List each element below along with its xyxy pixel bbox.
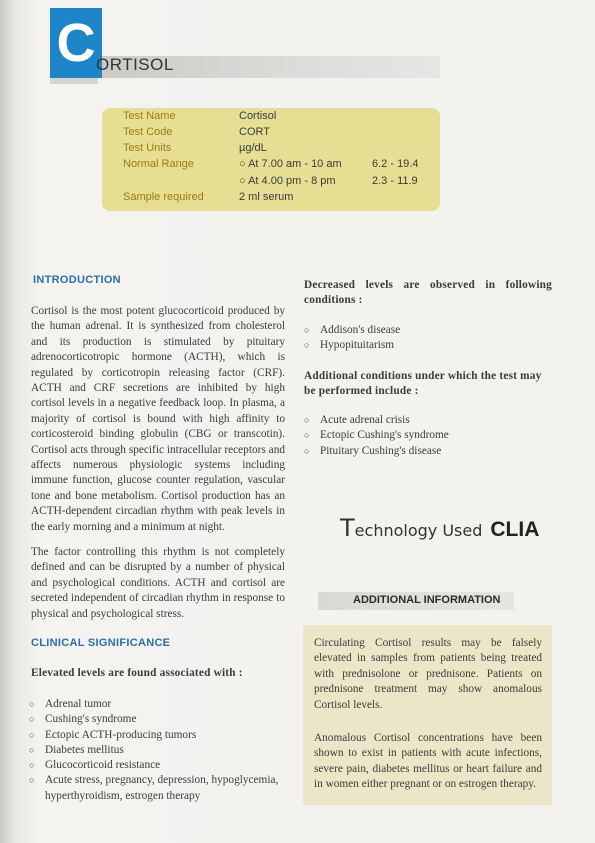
bullet-circle-icon: ○ xyxy=(304,415,310,425)
additional-info-paragraph-2: Anomalous Cortisol concentrations have been shown to exist in patients with acute infections, severe pain, diabetes mellitus or heart failure and in women either pregnant or on estrogen therapy. xyxy=(314,732,542,791)
list-item: ○ Ectopic ACTH-producing tumors xyxy=(29,728,291,743)
bullet-circle-icon: ○ xyxy=(29,744,35,755)
bullet-circle-icon: ○ xyxy=(304,340,310,351)
list-item: ○ Glucocorticoid resistance xyxy=(29,758,291,773)
list-item: ○ Ectopic Cushing's syndrome xyxy=(304,428,552,443)
elevated-levels-list xyxy=(29,697,291,804)
info-label: Normal Range xyxy=(123,158,194,170)
introduction-paragraph-2: The factor controlling this rhythm is not completely defined and can be disrupted by a number of physical and psychological conditions. ACTH and cortisol are secreted independent of circadian rhythm in response to physical and psychological stress. xyxy=(31,546,285,620)
chapter-letter-box xyxy=(50,8,102,78)
decreased-levels-list xyxy=(304,323,552,354)
decreased-levels-heading: Decreased levels are observed in following conditions : xyxy=(304,279,552,306)
list-item: ○ Acute stress, pregnancy, depression, hypoglycemia, hyperthyroidism, estrogen therapy xyxy=(29,774,279,802)
list-item: ○ Adrenal tumor xyxy=(29,697,291,712)
info-range: 6.2 - 19.4 xyxy=(372,158,419,170)
technology-value: CLIA xyxy=(490,518,540,541)
technology-label: Technology Used xyxy=(340,514,483,542)
additional-info-heading: ADDITIONAL INFORMATION xyxy=(353,594,501,606)
info-label: Test Name xyxy=(123,110,176,122)
bullet-circle-icon: ○ xyxy=(304,325,310,335)
header-shadow xyxy=(50,78,98,84)
chapter-letter: C xyxy=(56,13,96,73)
bullet-circle-icon: ○ xyxy=(304,430,310,441)
test-info-box xyxy=(102,108,440,211)
info-row-normal-range-evening xyxy=(102,175,440,191)
list-item: ○ Acute adrenal crisis xyxy=(304,413,552,428)
page-title: ORTISOL xyxy=(96,55,174,74)
bullet-circle-icon: ○ xyxy=(29,760,35,771)
additional-conditions-heading: Additional conditions under which the test may be performed include : xyxy=(304,370,542,397)
info-row-test-units xyxy=(102,142,440,158)
additional-conditions-list xyxy=(304,413,552,459)
info-value: ○ At 7.00 am - 10 am xyxy=(239,158,342,170)
info-value: CORT xyxy=(239,126,270,138)
info-range: 2.3 - 11.9 xyxy=(372,175,418,187)
introduction-heading: INTRODUCTION xyxy=(33,274,121,286)
info-row-sample xyxy=(102,191,440,207)
info-row-normal-range xyxy=(102,158,440,174)
info-label: Sample required xyxy=(123,191,204,203)
info-label: Test Code xyxy=(123,126,173,138)
bullet-circle-icon: ○ xyxy=(29,775,35,786)
info-label: Test Units xyxy=(123,142,172,154)
clinical-significance-heading: CLINICAL SIGNIFICANCE xyxy=(31,637,171,649)
technology-used xyxy=(340,514,539,542)
elevated-levels-heading: Elevated levels are found associated with : xyxy=(31,667,243,679)
info-row-test-code xyxy=(102,126,440,142)
info-value: µg/dL xyxy=(239,142,267,154)
additional-info-paragraph-1: Circulating Cortisol results may be falsely elevated in samples from patients being treated with prednisolone or prednisone. Patients on prednisone treatment may show anomalous Cortisol levels. xyxy=(314,637,542,711)
list-item: ○ Diabetes mellitus xyxy=(29,743,291,758)
introduction-paragraph-1: Cortisol is the most potent glucocorticoid produced by the human adrenal. It is synthesized from cholesterol and its production is stimulated by pituitary adrenocorticotropic hormone (ACTH), which is regulated by corticotropin releasing factor (CRF). ACTH and CRF secretions are inhibited by high cortisol levels in a negative feedback loop. In plasma, a majority of cortisol is bound with high affinity to corticosteroid binding globulin (CBG or transcotin). Cortisol acts through specific intracellular receptors and affects numerous physiologic systems including immune function, glucose counter regulation, vascular tone and bone metabolism. Cortisol production has an ACTH-dependent circadian rhythm with peak levels in the early morning and a minimum at night. xyxy=(31,305,285,533)
info-value: 2 ml serum xyxy=(239,191,294,203)
bullet-circle-icon: ○ xyxy=(29,714,35,725)
bullet-circle-icon: ○ xyxy=(304,445,310,456)
info-row-test-name xyxy=(102,110,440,126)
bullet-circle-icon: ○ xyxy=(29,699,35,709)
list-item: ○ Hypopituitarism xyxy=(304,338,552,353)
list-item: ○ Cushing's syndrome xyxy=(29,712,291,727)
info-value: Cortisol xyxy=(239,110,277,122)
list-item: ○ Pituitary Cushing's disease xyxy=(304,444,552,459)
list-item: ○ Addison's disease xyxy=(304,323,552,338)
bullet-circle-icon: ○ xyxy=(29,729,35,740)
info-value: ○ At 4.00 pm - 8 pm xyxy=(239,175,336,187)
